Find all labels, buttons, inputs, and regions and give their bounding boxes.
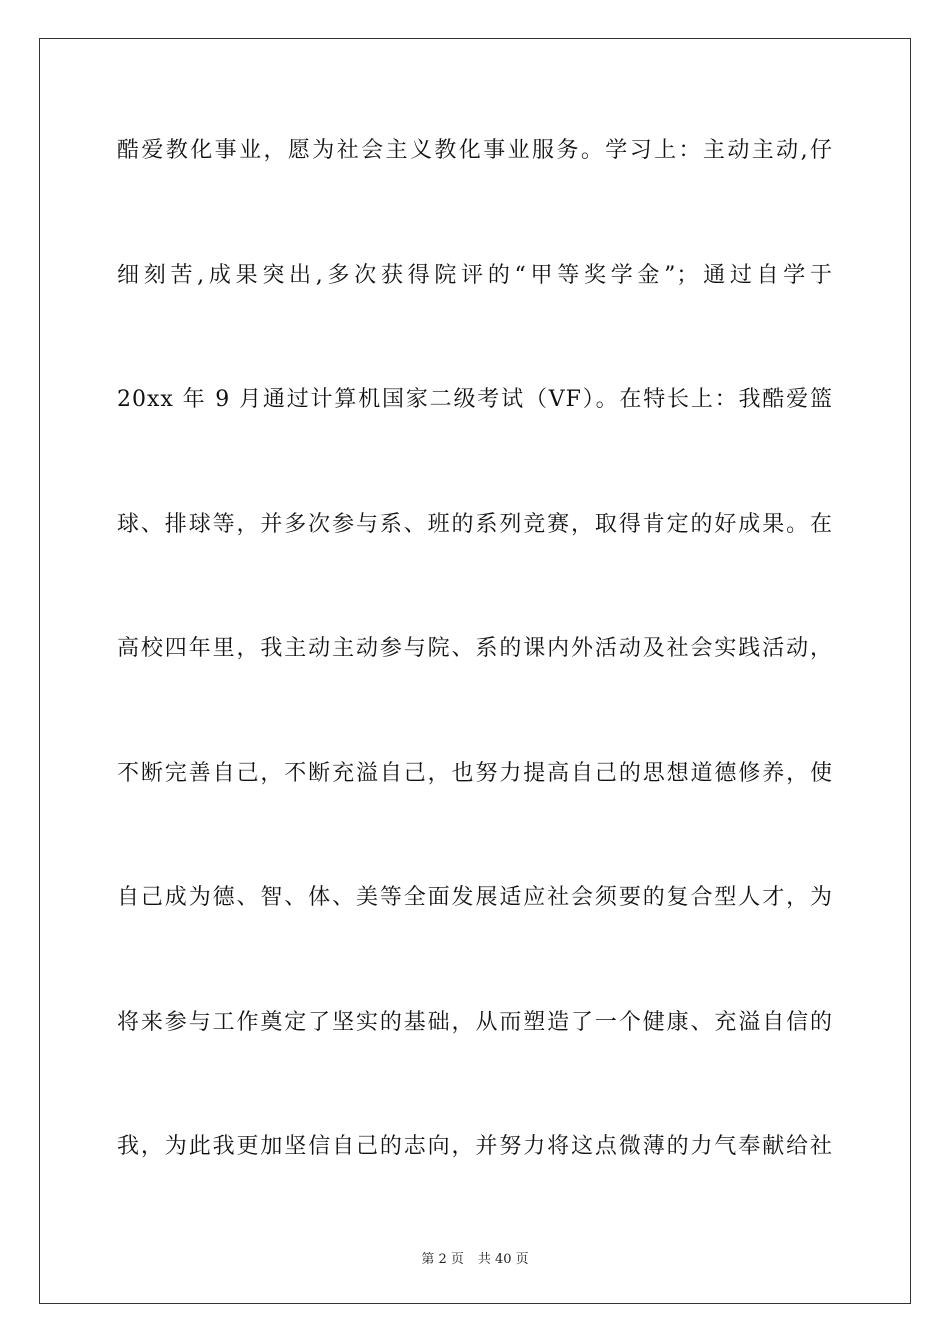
page-footer (0, 1248, 950, 1267)
text-line: 球、排球等，并多次参与系、班的系列竞赛，取得肯定的好成果。在 (117, 512, 833, 537)
page-number: 第 2 页 (421, 1252, 464, 1267)
text-line: 酷爱教化事业，愿为社会主义教化事业服务。学习上：主动主动,仔 (117, 138, 833, 163)
text-line: 细刻苦,成果突出,多次获得院评的“甲等奖学金”；通过自学于 (117, 263, 833, 288)
text-line: 我，为此我更加坚信自己的志向，并努力将这点微薄的力气奉献给社 (117, 1134, 833, 1159)
text-line: 不断完善自己，不断充溢自己，也努力提高自己的思想道德修养，使 (117, 761, 833, 786)
text-line: 20xx 年 9 月通过计算机国家二级考试（VF）。在特长上：我酷爱篮 (117, 387, 833, 412)
text-line: 将来参与工作奠定了坚实的基础，从而塑造了一个健康、充溢自信的 (117, 1010, 833, 1035)
text-line: 高校四年里，我主动主动参与院、系的课内外活动及社会实践活动， (117, 636, 833, 661)
page-total: 共 40 页 (477, 1252, 529, 1267)
text-line: 自己成为德、智、体、美等全面发展适应社会须要的复合型人才，为 (117, 885, 833, 910)
page-frame (39, 38, 911, 1304)
